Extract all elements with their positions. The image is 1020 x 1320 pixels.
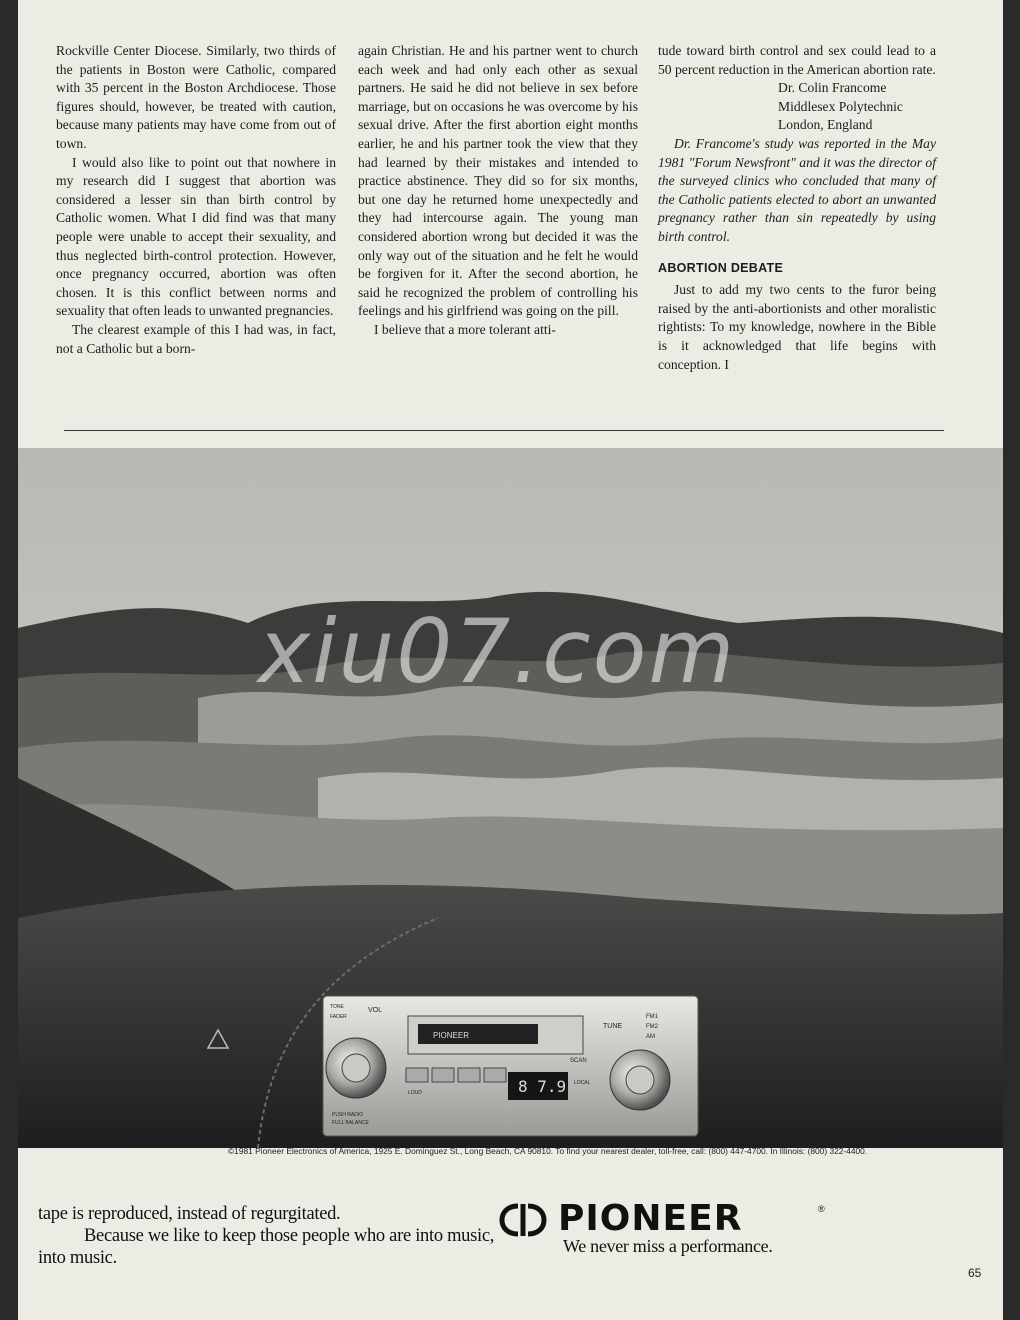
radio-loud-label: LOUD (408, 1090, 422, 1096)
radio-fader-label: FADER (330, 1014, 347, 1020)
paragraph: I believe that a more tolerant atti- (374, 321, 556, 337)
paragraph: Rockville Center Diocese. Similarly, two thirds of the patients in Boston were Catholic, compared with 35 percent in the Boston Archdiocese. Those figures should, however, be treated with caution, because many patients may have come from out of town. (56, 43, 336, 151)
radio-fm2-label: FM2 (646, 1024, 658, 1030)
article-column-2 (358, 42, 638, 340)
radio-tone-label: TONE (330, 1004, 344, 1010)
radio-local-label: LOCAL (574, 1080, 591, 1086)
editor-note: Dr. Francome's study was reported in the May 1981 "Forum Newsfront" and it was the director of the surveyed clinics who concluded that many of the Catholic patients elected to abort an unwanted pregnancy rather than sin repeatedly by using birth control. (658, 135, 936, 244)
paragraph: The clearest example of this I had was, in fact, not a Catholic but a born- (56, 321, 336, 356)
brand-wordmark: PIONEER (558, 1198, 743, 1239)
article-column-1 (56, 42, 336, 358)
magazine-page (18, 0, 1003, 1320)
signature-name: Dr. Colin Francome (778, 80, 887, 96)
paragraph: tude toward birth control and sex could lead to a 50 percent reduction in the American abortion rate. (658, 43, 936, 77)
radio-scan-label: SCAN (570, 1058, 587, 1064)
radio-push-label: PUSH RADIO (332, 1112, 364, 1118)
paragraph: Just to add my two cents to the furor being raised by the anti-abortionists and other moralistic rightists: To my knowledge, nowhere in the Bible is it acknowledged that life begins with conception. I (658, 282, 936, 372)
signature-location: London, England (778, 117, 873, 133)
ad-photo-desert-dashboard (18, 448, 1003, 1148)
radio-fm1-label: FM1 (646, 1014, 658, 1020)
registered-mark: ® (818, 1204, 825, 1214)
section-heading: ABORTION DEBATE (658, 260, 784, 275)
article-column-3 (658, 42, 936, 374)
radio-am-label: AM (646, 1034, 655, 1040)
radio-tune-label: TUNE (603, 1023, 623, 1030)
letter-signature (658, 79, 936, 135)
divider-rule (64, 430, 944, 431)
ad-credit-line: ©1981 Pioneer Electronics of America, 1925 E. Dominguez St., Long Beach, CA 90810. To find your nearest dealer, toll-free, call: (800) 447-4700. In Illinois: (800) 322-4400. (228, 1146, 868, 1156)
tagline-line-1: tape is reproduced, instead of regurgitated. (38, 1204, 341, 1224)
radio-vol-label: VOL (368, 1007, 383, 1014)
signature-affiliation: Middlesex Polytechnic (778, 98, 903, 114)
tagline-line-2: Because we like to keep those people who are into music, into music. (38, 1226, 495, 1268)
page-number: 65 (968, 1266, 982, 1280)
watermark-text: xiu07.com (258, 600, 737, 703)
ad-tagline (38, 1203, 508, 1269)
paragraph: again Christian. He and his partner went to church each week and had only each other as sexual partners. He said he did not believe in sex before marriage, but on occasions he was overcome by his sexual drive. After the first abortion eight months earlier, he and his partner took the view that they had learned by their mistakes and intended to practice abstinence. They did so for six months, but one day he returned home unexpectedly and they had intercourse again. The young man considered abortion wrong but decided it was the only way out of the situation and he felt he would be forgiven for it. After the second abortion, he said he recognized the problem of controlling his feelings and his girlfriend was going on the pill. (358, 43, 638, 319)
radio-brand-label: PIONEER (433, 1031, 470, 1040)
brand-slogan: We never miss a performance. (563, 1236, 773, 1256)
paragraph: I would also like to point out that nowhere in my research did I suggest that abortion was considered a lesser sin than birth control by Catholic women. What I did find was that many people were unable to accept their sexuality, and thus neglected birth-control protection. However, once pregnancy occurred, abortion was often chosen. It is this conflict between norms and sexuality that often leads to unwanted pregnancies. (56, 154, 336, 319)
radio-balance-label: FULL BALANCE (332, 1120, 369, 1126)
radio-frequency-display: 8 7.9 (518, 1077, 567, 1096)
